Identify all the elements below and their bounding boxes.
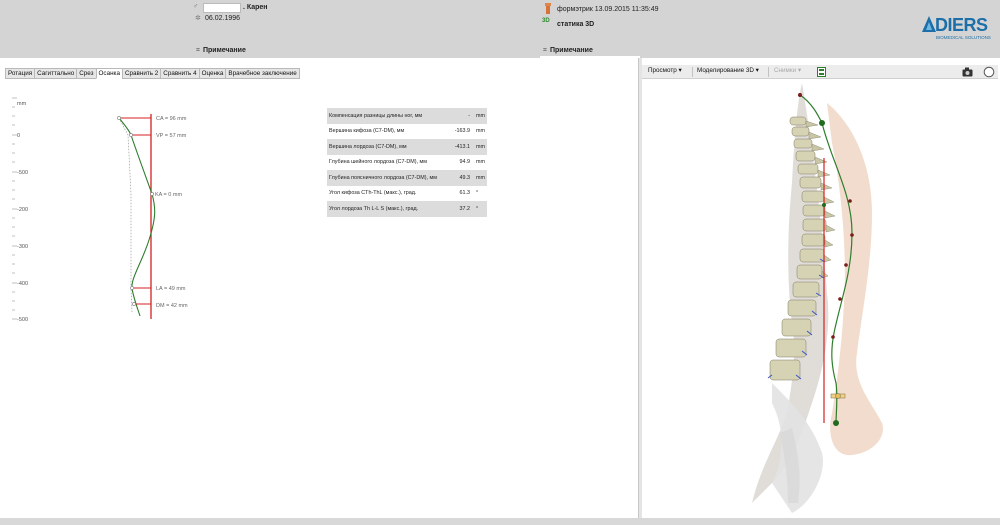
label-ca: CA = 96 mm xyxy=(156,116,187,122)
toolbar-separator xyxy=(768,67,769,77)
label-la: LA = 49 mm xyxy=(156,286,186,292)
row-label: Глубина поясничного лордоза (C7-DM), мм xyxy=(327,170,451,186)
static-3d-icon: 3D xyxy=(542,18,550,24)
row-label: Вершина кифоза (C7-DM), мм xyxy=(327,124,451,140)
note-label: Примечание xyxy=(202,47,246,54)
row-value: -163.9 xyxy=(451,124,475,140)
row-unit: mm xyxy=(474,108,487,124)
reset-view-icon[interactable] xyxy=(983,66,995,78)
format-info: формэтрик 13.09.2015 11:35:49 xyxy=(557,6,659,13)
table-row xyxy=(327,170,487,186)
label-vp: VP = 57 mm xyxy=(156,133,187,139)
chevron-down-icon: ▾ xyxy=(678,67,682,74)
row-unit: mm xyxy=(474,170,487,186)
spine-3d-model[interactable] xyxy=(732,83,972,523)
diers-subtitle: BIOMEDICAL SOLUTIONS xyxy=(936,35,991,40)
reference-line xyxy=(119,118,132,312)
camera-icon[interactable] xyxy=(962,67,973,77)
row-label: Угол лордоза Th L-L S (макс.), град. xyxy=(327,201,451,217)
note-label-2: Примечание xyxy=(549,47,593,54)
analysis-tabs xyxy=(5,68,300,80)
axis-tick-label: -200 xyxy=(17,207,29,213)
mode-label: статика 3D xyxy=(557,21,595,28)
row-value: 61.3 xyxy=(451,186,475,202)
gender-icon: ♂ xyxy=(193,3,199,10)
viewer-3d-panel xyxy=(642,58,1000,525)
snapshots-menu[interactable]: Снимки ▾ xyxy=(774,67,802,74)
axis-tick-label: -400 xyxy=(17,281,29,287)
viewer-toolbar xyxy=(642,65,998,79)
row-label: Вершина лордоза (C7-DM), мм xyxy=(327,139,451,155)
label-dm: DM = 42 mm xyxy=(156,303,188,309)
axis-tick-label: -500 xyxy=(17,317,29,323)
row-value: - xyxy=(451,108,475,124)
row-value: -413.1 xyxy=(451,139,475,155)
tab-sagittal[interactable]: Сагиттально xyxy=(34,68,76,79)
results-table xyxy=(327,108,487,217)
row-label: Компенсация разницы длины ног, мм xyxy=(327,108,451,124)
axis-tick-label: 0 xyxy=(17,133,21,139)
tab-compare-2[interactable]: Сравнить 2 xyxy=(122,68,160,79)
diers-logo xyxy=(922,15,997,45)
patient-dob: 06.02.1996 xyxy=(205,15,241,22)
label-ka: KA = 0 mm xyxy=(155,192,183,198)
tab-rotation[interactable]: Ротация xyxy=(5,68,34,79)
torso-surface xyxy=(827,103,883,455)
row-label: Глубина шейного лордоза (C7-DM), мм xyxy=(327,155,451,171)
pelvis-marker xyxy=(831,394,845,399)
toolbar-separator xyxy=(692,67,693,77)
row-value: 49.3 xyxy=(451,170,475,186)
chevron-down-icon: ▾ xyxy=(797,67,802,74)
table-row xyxy=(327,155,487,171)
spine-profile-curve xyxy=(119,118,155,316)
dob-icon: ✲ xyxy=(195,15,201,22)
diers-logo-icon xyxy=(922,16,936,32)
tab-section[interactable]: Срез xyxy=(76,68,95,79)
row-unit: ° xyxy=(474,186,487,202)
tab-compare-4[interactable]: Сравнить 4 xyxy=(160,68,198,79)
tab-posture[interactable]: Осанка xyxy=(96,68,122,79)
row-unit: mm xyxy=(474,139,487,155)
row-unit: mm xyxy=(474,124,487,140)
row-label: Угол кифоза CTh-ThL (макс.), град. xyxy=(327,186,451,202)
table-row xyxy=(327,201,487,217)
report-header xyxy=(0,0,1000,58)
row-unit: mm xyxy=(474,155,487,171)
export-icon[interactable] xyxy=(817,67,826,77)
measurement-icon xyxy=(543,3,553,14)
axis-tick-label: -500 xyxy=(17,170,29,176)
chevron-down-icon: ▾ xyxy=(755,67,759,74)
note-row-1[interactable] xyxy=(196,47,246,57)
modeling-3d-menu[interactable]: Моделирование 3D ▾ xyxy=(697,67,759,74)
profile-points xyxy=(117,116,153,305)
row-value: 94.9 xyxy=(451,155,475,171)
note-icon: ⌗ xyxy=(196,47,200,54)
tab-medical-report[interactable]: Врачебное заключение xyxy=(225,68,299,79)
diers-brand: DIERS xyxy=(935,15,988,35)
row-unit: ° xyxy=(474,201,487,217)
table-row xyxy=(327,124,487,140)
note-icon: ⌗ xyxy=(543,47,547,54)
tab-evaluation[interactable]: Оценка xyxy=(199,68,226,79)
view-menu[interactable]: Просмотр ▾ xyxy=(648,67,682,74)
table-row xyxy=(327,108,487,124)
table-row xyxy=(327,139,487,155)
patient-name-redacted xyxy=(203,3,241,13)
posture-profile-plot xyxy=(0,90,240,330)
status-bar xyxy=(0,518,1000,525)
profile-markers xyxy=(119,118,154,304)
axis-tick-label: -300 xyxy=(17,244,29,250)
row-value: 37.2 xyxy=(451,201,475,217)
patient-name: . Карен xyxy=(243,4,268,11)
table-row xyxy=(327,186,487,202)
axis-unit-label: mm xyxy=(17,101,27,107)
